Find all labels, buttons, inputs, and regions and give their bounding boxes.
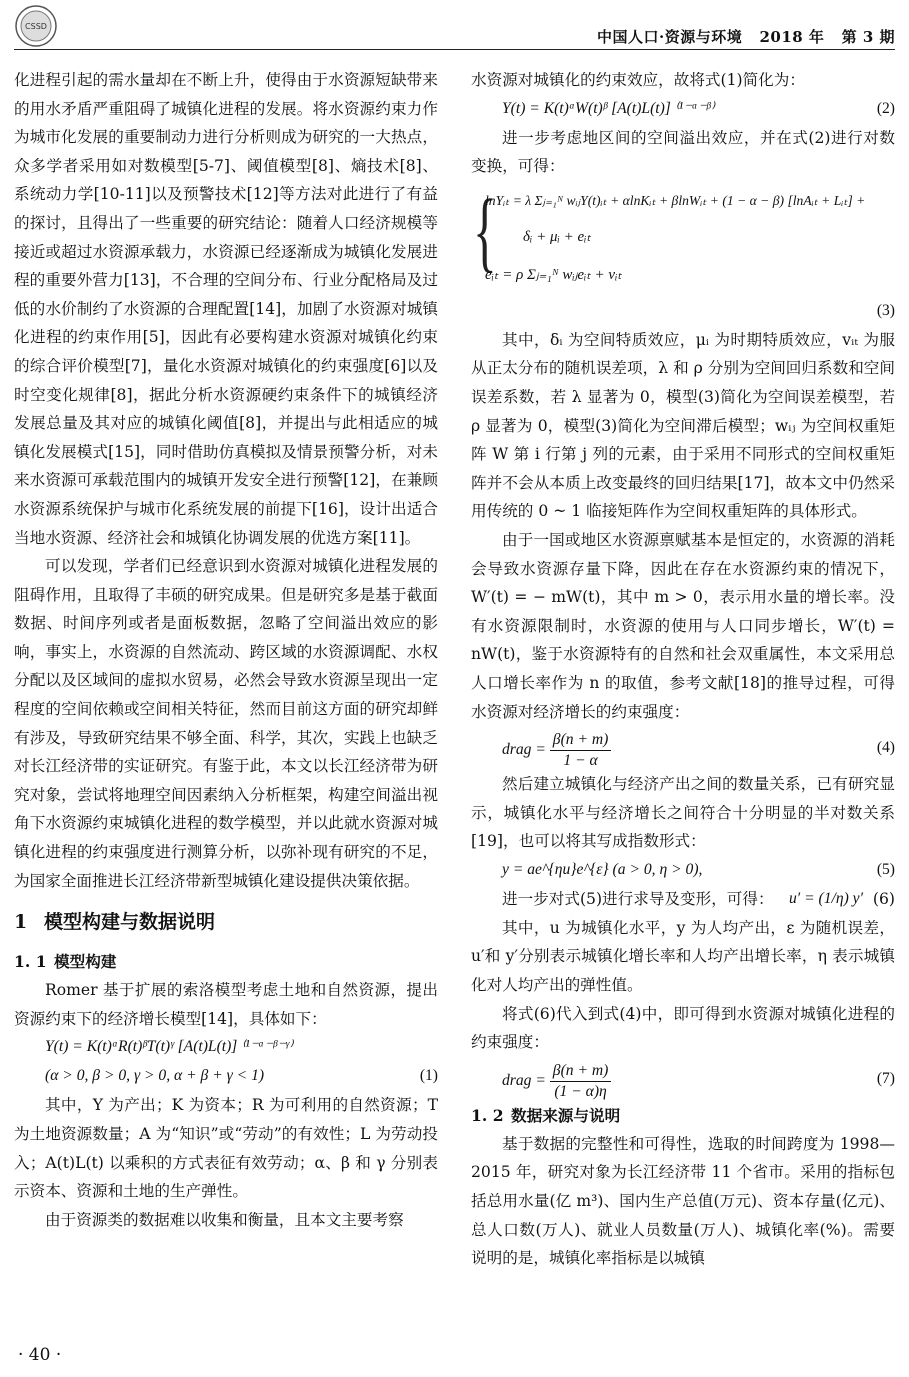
page-number: · 40 · (18, 1345, 62, 1365)
equation-7-denominator: (1 − α)η (554, 1082, 607, 1100)
page-header (0, 0, 909, 60)
section-1-number: 1 (14, 911, 28, 934)
left-column (14, 66, 438, 1234)
left-paragraph-1: 化进程引起的需水量却在不断上升，使得由于水资源短缺带来的用水矛盾严重阻碍了城镇化进程的发展。将水资源约束力作为城市化发展的重要制动力进行分析则成为研究的一大热点，众多学者采用如对数模型[5-7]、阈值模型[8]、熵技术[8]、系统动力学[10-11]以及预警技术[12]等方法对此进行了有益的探讨，且得出了一些重要的研究结论：随着人口经济规模等接近或超过水资源承载力，水资源已经逐渐成为城镇化发展进程的重要外营力[13]，不合理的空间分布、行业分配格局及过低的水价制约了水资源的合理配置[14]，加剧了水资源对城镇化进程的约束作用[5]，因此有必要构建水资源对城镇化约束的综合评价模型[7]，量化水资源对城镇化的约束强度[6]以及时空变化规律[8]，据此分析水资源硬约束条件下的城镇经济发展总量及其对应的城镇化阈值[8]，并提出与此相适应的城镇化发展模式[15]，同时借助仿真模拟及情景预警分析，对未来水资源可承载范围内的城镇开发安全进行预警[12]，在兼顾水资源系统保护与城市化系统发展的前提下[16]，设计出适合当地水资源、经济社会和城镇化协调发展的优选方案[11]。 (14, 71, 438, 547)
equation-2-number: (2) (876, 99, 895, 117)
equation-1-line-1 (14, 1033, 438, 1062)
left-paragraph-4: 其中，Y 为产出；K 为资本；R 为可利用的自然资源；T 为土地资源数量；A 为“知识”或“劳动”的有效性；L 为劳动投入；A(t)L(t) 以乘积的方式表征有效劳动；α、β 和 γ 分别表示资本、资源和土地的生产弹性。 (14, 1096, 438, 1201)
journal-name: 中国人口·资源与环境 (597, 28, 743, 46)
equation-7-body (502, 1061, 611, 1102)
equation-7-numerator: β(n + m) (550, 1061, 612, 1082)
journal-info (597, 26, 895, 47)
equation-3-number: (3) (876, 301, 895, 319)
journal-issue: 第 3 期 (841, 28, 895, 46)
right-paragraph-7: 其中，u 为城镇化水平，y 为人均产出，ε 为随机误差，u′和 y′分别表示城镇化增长率和人均产出增长率，η 表示城镇化对人均产出的弹性值。 (471, 918, 895, 995)
left-paragraph-5: 由于资源类的数据难以收集和衡量，且本文主要考察 (45, 1210, 404, 1229)
equation-4-numerator: β(n + m) (550, 730, 612, 751)
equation-7-lhs: drag = (502, 1071, 546, 1089)
section-1-1-title: 模型构建 (54, 952, 117, 972)
logo-text: CSSD (25, 22, 47, 31)
equation-4-fraction (550, 730, 612, 771)
journal-logo (14, 4, 58, 48)
section-1-1-number: 1. 1 (14, 952, 47, 972)
equation-4-denominator: 1 − α (563, 752, 598, 770)
right-paragraph-3: 其中，δᵢ 为空间特质效应，μᵢ 为时期特质效应，vᵢₜ 为服从正太分布的随机误差项，λ 和 ρ 分别为空间回归系数和空间误差系数，若 λ 显著为 0，模型(3)简化为空间误差模型，若 ρ 显著为 0，模型(3)简化为空间滞后模型；wᵢⱼ 为空间权重矩阵 W 第 i 行第 j 列的元素，由于采用不同形式的空间权重矩阵并不会从本质上改变最终的回归结果[17]，故本文中仍然采用传统的 0 ~ 1 临接矩阵作为空间权重矩阵的具体形式。 (471, 330, 895, 521)
equation-1-body: Y(t) = K(t)ᵅR(t)ᵝT(t)ᵞ [A(t)L(t)] ⁽¹⁻ᵅ⁻ᵝ⁻ᵞ⁾ (45, 1038, 293, 1056)
equation-7-number: (7) (876, 1069, 895, 1087)
section-1-1-heading (14, 947, 438, 976)
paragraph-6-with-equation-6 (471, 885, 895, 914)
right-paragraph-8: 将式(6)代入到式(4)中，即可得到水资源对城镇化进程的约束强度： (471, 1004, 895, 1052)
right-column (471, 66, 895, 1273)
equation-4-lhs: drag = (502, 741, 546, 759)
right-paragraph-2: 进一步考虑地区间的空间溢出效应，并在式(2)进行对数变换，可得： (471, 128, 895, 176)
section-1-heading (14, 907, 438, 937)
equation-3-number-row (471, 297, 895, 326)
equation-1-number: (1) (419, 1067, 438, 1085)
right-paragraph-1: 水资源对城镇化的约束效应，故将式(1)简化为： (471, 71, 805, 89)
left-paragraph-3: Romer 基于扩展的索洛模型考虑土地和自然资源，提出资源约束下的经济增长模型[14]，具体如下： (14, 981, 438, 1028)
right-paragraph-6: 进一步对式(5)进行求导及变形，可得： (502, 889, 774, 908)
section-1-2-heading (471, 1101, 895, 1130)
equation-4-number: (4) (876, 739, 895, 757)
section-1-2-title: 数据来源与说明 (511, 1105, 621, 1125)
equation-5 (471, 856, 895, 885)
equation-3-line-2: δᵢ + μᵢ + eᵢₜ (523, 228, 591, 245)
equation-4-body (502, 730, 611, 771)
right-paragraph-5: 然后建立城镇化与经济产出之间的数量关系，已有研究显示，城镇化水平与经济增长之间符合十分明显的半对数关系[19]，也可以将其写成指数形式： (471, 775, 895, 851)
equation-1-constraints: (α > 0, β > 0, γ > 0, α + β + γ < 1) (45, 1067, 265, 1085)
journal-year: 2018 年 (759, 28, 825, 46)
section-1-title: 模型构建与数据说明 (44, 911, 216, 934)
right-paragraph-4: 由于一国或地区水资源禀赋基本是恒定的，水资源的消耗会导致水资源存量下降，因此在存在水资源约束的情况下，W′(t) = − mW(t)，其中 m > 0，表示用水量的增长率。没有水资源限制时，水资源的使用与人口同步增长，W′(t) = nW(t)，鉴于水资源特有的自然和社会双重属性，本文采用总人口增长率作为 n 的取值，参考文献[18]的推导过程，可得水资源对经济增长的约束强度： (471, 530, 895, 721)
equation-4 (471, 726, 895, 770)
equation-3-system (471, 181, 895, 297)
equation-7 (471, 1057, 895, 1101)
right-paragraph-9: 基于数据的完整性和可得性，选取的时间跨度为 1998—2015 年，研究对象为长江经济带 11 个省市。采用的指标包括总用水量(亿 m³)、国内生产总值(万元)、资本存量(亿元)、总人口数(万人)、就业人员数量(万人)、城镇化率(%)。需要说明的是，城镇化率指标是以城镇 (471, 1134, 895, 1268)
equation-6-body: u′ = (1/η) y′ (789, 889, 864, 907)
equation-7-fraction (550, 1061, 612, 1102)
equation-3-line-1: lnYᵢₜ = λ Σⱼ₌₁ᴺ wᵢⱼY(t)ᵢₜ + αlnKᵢₜ + βlnWᵢₜ + (1 − α − β) [lnAᵢₜ + Lᵢₜ] + (485, 192, 866, 208)
equation-3-brace: { (473, 181, 497, 281)
equation-3-line-3: eᵢₜ = ρ Σⱼ₌₁ᴺ wᵢⱼeᵢₜ + vᵢₜ (485, 266, 622, 283)
left-paragraph-2: 可以发现，学者们已经意识到水资源对城镇化进程发展的阻碍作用，且取得了丰硕的研究成果。但是研究多是基于截面数据、时间序列或者是面板数据，忽略了空间溢出效应的影响，事实上，水资源的自然流动、跨区域的水资源调配、水权分配以及区域间的虚拟水贸易，必然会导致水资源呈现出一定程度的空间依赖或空间相关特征，然而目前这方面的研究却鲜有涉及，导致研究结果不够全面、科学，其次，实践上也缺乏对长江经济带的实证研究。有鉴于此，本文以长江经济带为研究对象，尝试将地理空间因素纳入分析框架，构建空间溢出视角下水资源约束城镇化进程的数学模型，并以此就水资源对城镇化进程的约束强度进行测算分析，以弥补现有研究的不足，为国家全面推进长江经济带新型城镇化建设提供决策依据。 (14, 557, 438, 890)
equation-5-number: (5) (876, 860, 895, 878)
equation-2 (471, 95, 895, 124)
section-1-2-number: 1. 2 (471, 1105, 504, 1125)
equation-6-number: (6) (872, 889, 895, 908)
header-rule (14, 49, 895, 50)
equation-1-line-2 (14, 1062, 438, 1091)
equation-5-body: y = ae^{ηu}e^{ε} (a > 0, η > 0), (502, 860, 703, 878)
equation-2-body: Y(t) = K(t)ᵅW(t)ᵝ [A(t)L(t)] ⁽¹⁻ᵅ⁻ᵝ⁾ (502, 99, 715, 117)
